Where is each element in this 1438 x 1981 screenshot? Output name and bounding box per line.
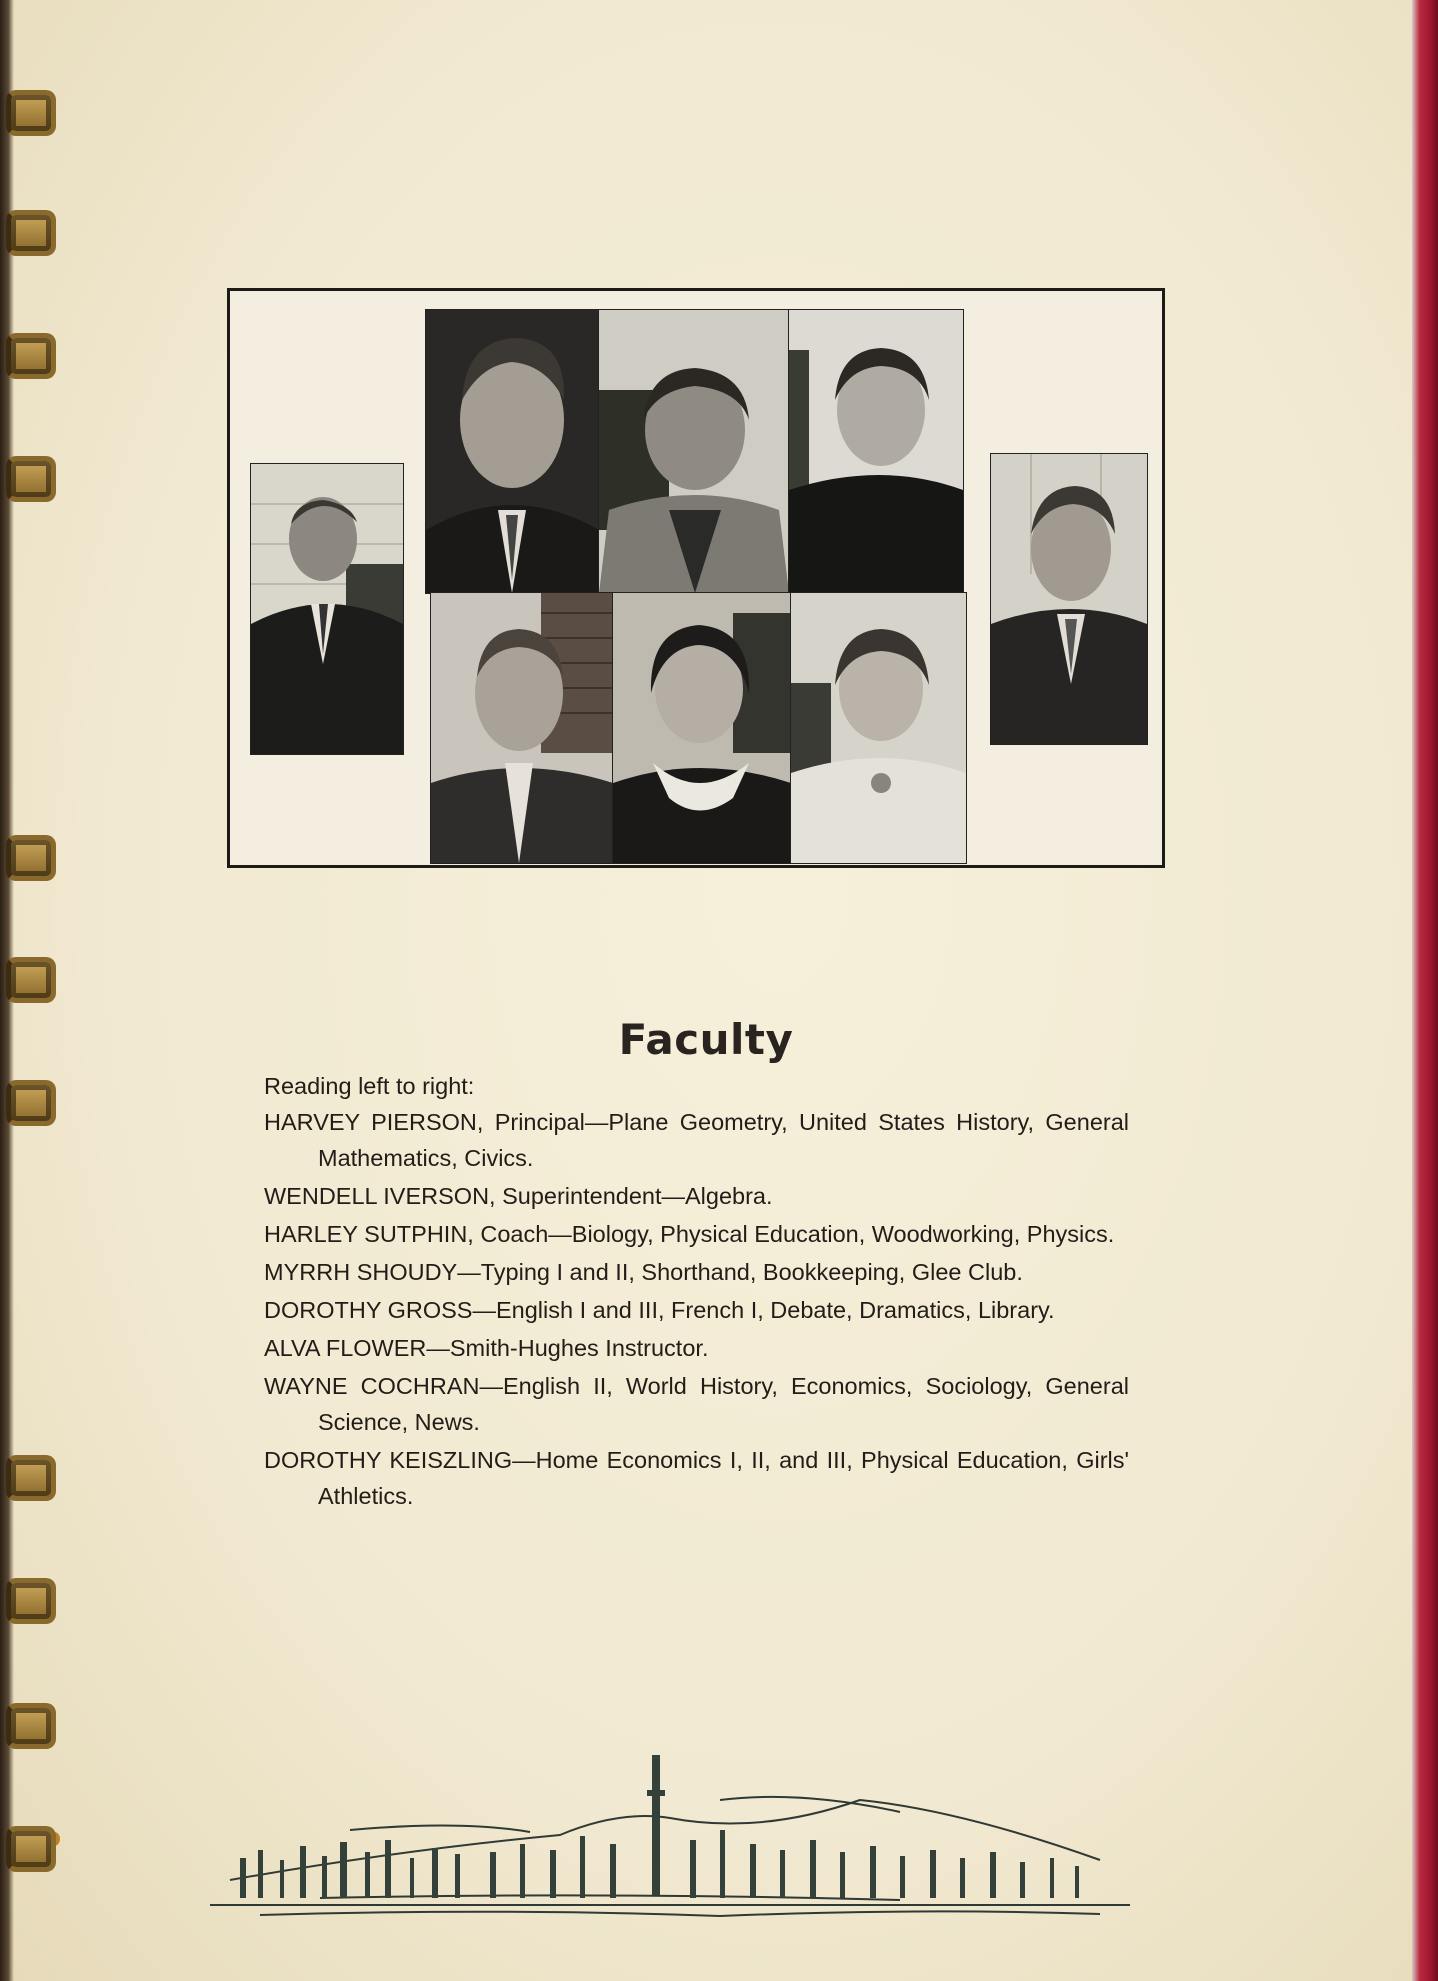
faculty-portrait (790, 592, 967, 864)
faculty-entry: WAYNE COCHRAN—English II, World History, Economics, Sociology, General Science, News. (264, 1373, 1129, 1435)
faculty-listing (264, 1068, 1129, 1516)
faculty-entry: MYRRH SHOUDY—Typing I and II, Shorthand, Bookkeeping, Glee Club. (264, 1259, 1023, 1285)
binding-ring (6, 456, 56, 502)
faculty-portrait (425, 309, 600, 594)
binding-ring (6, 1455, 56, 1501)
binding-ring (6, 957, 56, 1003)
faculty-entry: DOROTHY KEISZLING—Home Economics I, II, and III, Physical Education, Girls' Athletics. (264, 1447, 1129, 1509)
binding-ring (6, 333, 56, 379)
faculty-portrait (430, 592, 614, 864)
faculty-portrait (250, 463, 404, 755)
faculty-entry: WENDELL IVERSON, Superintendent—Algebra. (264, 1183, 773, 1209)
faculty-entry: HARVEY PIERSON, Principal—Plane Geometry, United States History, General Mathematics, Civics. (264, 1109, 1129, 1171)
faculty-entry: ALVA FLOWER—Smith-Hughes Instructor. (264, 1335, 709, 1361)
faculty-portrait (612, 592, 792, 864)
cover-edge (1412, 0, 1438, 1981)
faculty-portrait (598, 309, 790, 594)
page-title: Faculty (618, 1015, 794, 1064)
faculty-entry: DOROTHY GROSS—English I and III, French I, Debate, Dramatics, Library. (264, 1297, 1055, 1323)
binding-ring (6, 90, 56, 136)
faculty-entry: HARLEY SUTPHIN, Coach—Biology, Physical Education, Woodworking, Physics. (264, 1221, 1115, 1247)
binding-ring (6, 835, 56, 881)
binding-ring (6, 210, 56, 256)
binding-ring (6, 1826, 56, 1872)
binding-ring (6, 1703, 56, 1749)
faculty-portrait (990, 453, 1148, 745)
faculty-portrait (788, 309, 964, 594)
faculty-photo-collage (227, 288, 1165, 868)
binding-ring (6, 1080, 56, 1126)
landscape-illustration (200, 1740, 1140, 1925)
listing-intro: Reading left to right: (264, 1073, 475, 1099)
binding-ring (6, 1578, 56, 1624)
